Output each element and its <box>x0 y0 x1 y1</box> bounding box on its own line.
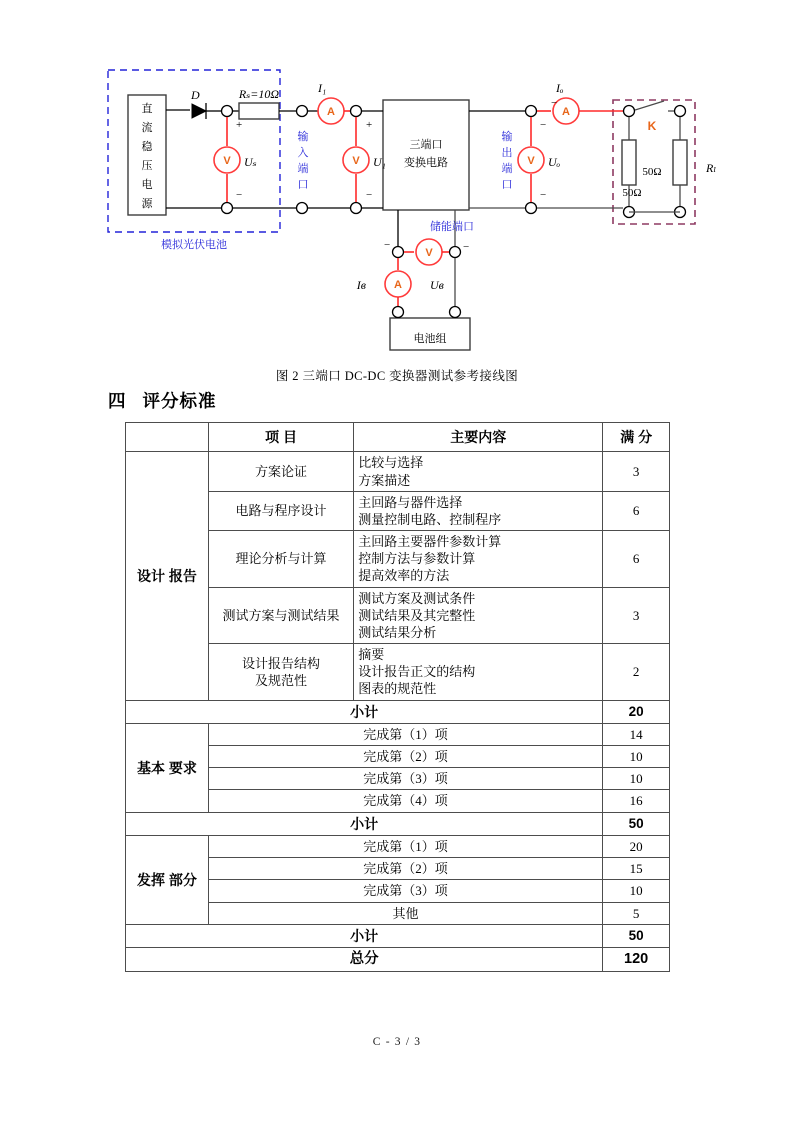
output-port-label-ch2: 出 <box>501 147 513 159</box>
polarity-plus-us: + <box>236 119 243 131</box>
item-cell: 电路与程序设计 <box>208 491 353 530</box>
polarity-plus-u1: + <box>366 119 373 131</box>
table-row <box>126 723 670 745</box>
figure-caption: 图 2 三端口 DC-DC 变换器测试参考接线图 <box>275 369 519 383</box>
total-score: 120 <box>603 948 670 972</box>
subtotal-row <box>126 812 670 835</box>
content-line: 比较与选择 <box>358 455 424 471</box>
content-cell <box>354 531 603 587</box>
requirement-label: 完成第（1）项 <box>208 723 602 745</box>
subtotal-row <box>126 700 670 723</box>
diode-label: D <box>191 88 200 102</box>
series-resistor-label: Rₛ=10Ω <box>238 87 280 101</box>
load-resistor-left <box>622 140 636 185</box>
ammeter-ib-glyph: A <box>394 279 402 291</box>
item-cell: 理论分析与计算 <box>208 531 353 587</box>
dc-source-label-ch5: 电 <box>141 179 153 191</box>
content-line: 测试方案及测试条件 <box>358 590 476 606</box>
page-footer: C - 3 / 3 <box>372 1036 422 1048</box>
requirement-label: 完成第（3）项 <box>208 880 602 902</box>
input-port-label-ch1: 输 <box>297 131 309 143</box>
score-cell: 15 <box>603 858 670 880</box>
header-score: 满 分 <box>603 423 670 452</box>
voltmeter-ub-glyph: V <box>425 247 433 259</box>
score-cell: 3 <box>603 452 670 491</box>
section-number: 四 <box>108 391 127 411</box>
uo-label: Uₒ <box>548 155 561 169</box>
score-cell: 20 <box>603 836 670 858</box>
group-label-line2: 部分 <box>168 871 197 888</box>
node-d <box>222 203 233 214</box>
table-header-row <box>126 423 670 452</box>
subtotal-label: 小计 <box>126 700 603 723</box>
subtotal-score: 50 <box>603 812 670 835</box>
node-bat-l <box>393 307 404 318</box>
node-e <box>297 203 308 214</box>
scoring-table <box>125 422 670 972</box>
subtotal-score: 50 <box>603 924 670 947</box>
content-cell <box>354 587 603 643</box>
converter-label-line2: 变换电路 <box>404 157 448 169</box>
polarity-minus-uo-bot: − <box>540 189 547 201</box>
polarity-minus-u1: − <box>366 189 373 201</box>
io-label: Iₒ <box>556 81 564 95</box>
score-cell: 2 <box>603 644 670 700</box>
score-cell: 14 <box>603 723 670 745</box>
load-node-tr <box>675 106 686 117</box>
node-store-l <box>393 247 404 258</box>
table-row <box>126 452 670 491</box>
dc-source-label-ch2: 流 <box>141 122 153 134</box>
dc-source-label-ch6: 源 <box>141 198 153 210</box>
score-cell: 6 <box>603 531 670 587</box>
node-c <box>351 106 362 117</box>
node-a <box>222 106 233 117</box>
node-h <box>526 203 537 214</box>
group-label-line1: 基本 <box>136 759 165 776</box>
group-label-extended <box>126 836 209 925</box>
requirement-label: 完成第（4）项 <box>208 790 602 812</box>
switch-label: K <box>647 119 657 133</box>
content-line: 主回路主要器件参数计算 <box>358 534 502 550</box>
header-group <box>126 423 209 452</box>
us-label: Uₛ <box>244 155 257 169</box>
polarity-minus-uo-top: − <box>540 119 547 131</box>
battery-label: 电池组 <box>413 333 447 345</box>
input-port-label-ch3: 端 <box>297 163 309 175</box>
dc-source-label-ch1: 直 <box>141 103 153 115</box>
requirement-label: 完成第（3）项 <box>208 768 602 790</box>
voltmeter-u1-glyph: V <box>352 155 360 167</box>
score-cell: 10 <box>603 880 670 902</box>
score-cell: 16 <box>603 790 670 812</box>
score-cell: 10 <box>603 768 670 790</box>
storage-port-label: 储能端口 <box>430 221 474 233</box>
ib-label: Iв <box>356 278 366 292</box>
polarity-minus-us: − <box>236 189 243 201</box>
table-row <box>126 836 670 858</box>
group-label-basic <box>126 723 209 812</box>
subtotal-row <box>126 924 670 947</box>
load-node-tl <box>624 106 635 117</box>
total-row <box>126 948 670 972</box>
load-label: Rₗ <box>706 161 717 175</box>
group-label-line2: 要求 <box>168 759 197 776</box>
polarity-minus-ub-l: − <box>384 239 391 251</box>
score-cell: 3 <box>603 587 670 643</box>
requirement-label: 其他 <box>208 902 602 924</box>
item-cell: 方案论证 <box>208 452 353 491</box>
subtotal-label: 小计 <box>126 924 603 947</box>
score-cell: 5 <box>603 902 670 924</box>
input-port-label-ch2: 入 <box>297 147 309 159</box>
polarity-minus-io: − <box>551 97 558 109</box>
content-cell <box>354 491 603 530</box>
i1-label: I₁ <box>318 81 327 95</box>
polarity-minus-ub-r: − <box>463 241 470 253</box>
input-port-label-ch4: 口 <box>297 179 309 191</box>
section-heading <box>108 388 217 413</box>
content-cell <box>354 644 603 700</box>
requirement-label: 完成第（1）项 <box>208 836 602 858</box>
pv-box-label: 模拟光伏电池 <box>161 239 227 251</box>
converter-block <box>383 100 469 210</box>
load-resistor-1-label: 50Ω <box>622 187 642 199</box>
ammeter-i1-glyph: A <box>327 106 335 118</box>
total-label: 总分 <box>126 948 603 972</box>
output-port-label-ch3: 端 <box>501 163 513 175</box>
ammeter-io-glyph: A <box>562 106 570 118</box>
content-line: 测试结果及其完整性 <box>358 607 476 623</box>
content-line: 测量控制电路、控制程序 <box>358 511 502 527</box>
diode-icon <box>192 104 206 118</box>
header-item: 项 目 <box>208 423 353 452</box>
item-cell: 测试方案与测试结果 <box>208 587 353 643</box>
load-resistor-2-label: 50Ω <box>642 166 662 178</box>
item-cell <box>208 644 353 700</box>
section-title: 评分标准 <box>142 391 217 411</box>
content-line: 方案描述 <box>358 472 411 488</box>
group-label-line2: 报告 <box>168 567 197 584</box>
header-content: 主要内容 <box>354 423 603 452</box>
group-label-line1: 发挥 <box>136 871 165 888</box>
ub-label: Uв <box>430 278 444 292</box>
scoring-table-wrap <box>125 422 670 972</box>
requirement-label: 完成第（2）项 <box>208 858 602 880</box>
content-cell <box>354 452 603 491</box>
dc-source-label-ch4: 压 <box>141 160 153 172</box>
score-cell: 10 <box>603 746 670 768</box>
content-line: 主回路与器件选择 <box>358 494 463 510</box>
node-b <box>297 106 308 117</box>
node-bat-r <box>450 307 461 318</box>
node-store-r <box>450 247 461 258</box>
load-resistor-right <box>673 140 687 185</box>
u1-label: U₁ <box>373 155 386 169</box>
output-port-label-ch4: 口 <box>501 179 513 191</box>
content-line: 测试结果分析 <box>358 624 437 640</box>
subtotal-score: 20 <box>603 700 670 723</box>
content-line: 图表的规范性 <box>358 681 437 697</box>
content-line: 控制方法与参数计算 <box>358 551 476 567</box>
subtotal-label: 小计 <box>126 812 603 835</box>
dc-source-label-ch3: 稳 <box>141 141 153 153</box>
content-line: 提高效率的方法 <box>358 568 450 584</box>
voltmeter-uo-glyph: V <box>527 155 535 167</box>
content-line: 设计报告正文的结构 <box>358 664 476 680</box>
group-label-line1: 设计 <box>136 567 165 584</box>
converter-label-line1: 三端口 <box>409 139 443 151</box>
requirement-label: 完成第（2）项 <box>208 746 602 768</box>
node-f <box>351 203 362 214</box>
output-port-label-ch1: 输 <box>501 131 513 143</box>
group-label-design <box>126 452 209 700</box>
circuit-figure <box>0 0 794 360</box>
item-line: 及规范性 <box>255 672 308 688</box>
voltmeter-us-glyph: V <box>223 155 231 167</box>
content-line: 摘要 <box>358 647 385 663</box>
series-resistor <box>239 103 279 119</box>
score-cell: 6 <box>603 491 670 530</box>
node-g <box>526 106 537 117</box>
item-line: 设计报告结构 <box>242 655 321 671</box>
